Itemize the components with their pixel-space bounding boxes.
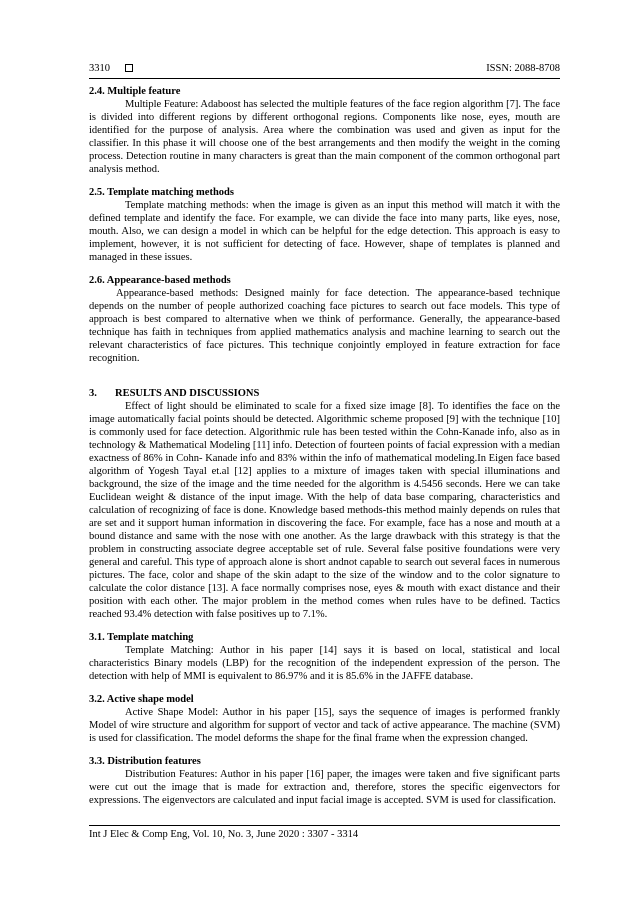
section-heading: 3.2. Active shape model xyxy=(89,694,194,705)
section-title: RESULTS AND DISCUSSIONS xyxy=(115,388,260,399)
section-paragraph: Appearance-based methods: Designed mainly for face detection. The appearance-based technique depends on the number of people authorized coaching face pictures to search out face models. This type of approach is best compared to alternative when we think of performance. Generally, the appearance-based technique has faith in techniques from applied mathematics analysis and machine learning to search out the relevant characteristics of face pictures. This technique conjointly employed in feature extraction for face recognition. xyxy=(89,288,560,364)
running-header xyxy=(89,62,560,76)
section-2-6 xyxy=(89,274,560,365)
section-paragraph: Distribution Features: Author in his paper [16] paper, the images were taken and five significant parts were cut out the image that is made for extraction and, therefore, stores the specific eigenvectors for expressions. The eigenvectors are calculated and input facial image is accepted. SVM is used for classification. xyxy=(89,769,560,806)
section-3-2 xyxy=(89,693,560,745)
section-paragraph: Template matching methods: when the image is given as an input this method will match it with the defined template and identify the face. For example, we can divide the face into many parts, like eyes, nose, mouth. Also, we can design a model in which can be helpful for the edge detection. This approach is easy to implement, however, it is not sufficient for detecting of face. However, shape of templates is planned and managed in these issues. xyxy=(89,200,560,263)
section-heading: 3.3. Distribution features xyxy=(89,756,201,767)
issn-label: ISSN: 2088-8708 xyxy=(486,63,560,74)
section-paragraph: Multiple Feature: Adaboost has selected the multiple features of the face region algorithm [7]. The face is divided into different regions by different orthogonal regions. Components like nose, eyes, mouth are identified for the purpose of analysis. Area where the combination was used and given as input for the classifier. In this phase it will choose one of the best arrangements and then modify the weight in the coming process. Detection routine in many characters is great than the main component of the common orthogonal part analysis method. xyxy=(89,99,560,175)
section-paragraph: Active Shape Model: Author in his paper [15], says the sequence of images is performed frankly Model of wire structure and algorithm for support of vector and tack of active appearance. The machine (SVM) is used for classification. The model deforms the shape for the final frame when the expression changed. xyxy=(89,707,560,744)
section-2-5 xyxy=(89,186,560,264)
section-paragraph: Template Matching: Author in his paper [14] says it is based on local, statistical and local characteristics Binary models (LBP) for the recognition of the independent expression of the person. The detection with help of MMI is equivalent to 86.97% and it is 85.6% in the JAFFE database. xyxy=(89,645,560,682)
section-3-1 xyxy=(89,631,560,683)
main-content xyxy=(89,85,560,807)
section-paragraph: Effect of light should be eliminated to scale for a fixed size image [8]. To identifies the face on the image automatically facial points should be detected. Algorithmic scheme proposed [9] with the technique [10] is commonly used for face detection. Algorithmic rule has been tested within the Cohn-Kanade info, also as in technology & Mathematical Modeling [11] info. Detection of fourteen points of facial expression with a median exactness of 86% in Cohn- Kanade info and 83% within the info of mathematical modeling.In Eigen face based algorithm of Yogesh Tayal et.al [12] applies to a mixture of images taken with special illuminations and background, the size of the image and the time needed for the algorithm is 4.5456 seconds. Here we can take Euclidean weight & distance of the input image. With the help of data base comparing, characteristics and calculation of recognizing of face is done. Knowledge based methods-this method mainly depends on rules that are set and it support human information in discovering the face. For example, face has a nose and mouth at a bound distance and same with the nose with one another. As the large drawback with this strategy is that the problem in constructing associate degree acceptable set of rule. Several false positive foundations were very general and careful. This type of approach alone is short andnot capable to search out several faces in numerous pictures. The face, color and shape of the skin adapt to the size of the window and to the color signature to calculate the color distance [13]. A face normally comprises nose, eyes & mouth with exact distance and their position with each other. The major problem in the method comes when rules have to be defined. Tactics reached 93.4% detection with false positives up to 7.1%. xyxy=(89,401,560,620)
journal-citation: Int J Elec & Comp Eng, Vol. 10, No. 3, June 2020 : 3307 - 3314 xyxy=(89,829,359,840)
square-icon xyxy=(125,64,133,72)
header-rule xyxy=(89,78,560,79)
footer-rule xyxy=(89,825,560,826)
section-heading xyxy=(89,387,560,400)
section-heading: 3.1. Template matching xyxy=(89,632,194,643)
page-number: 3310 xyxy=(89,63,110,74)
section-heading: 2.6. Appearance-based methods xyxy=(89,275,231,286)
section-2-4 xyxy=(89,85,560,176)
section-3-3 xyxy=(89,755,560,807)
section-heading: 2.5. Template matching methods xyxy=(89,187,234,198)
section-number: 3. xyxy=(89,388,97,399)
section-heading: 2.4. Multiple feature xyxy=(89,86,181,97)
section-3 xyxy=(89,387,560,621)
